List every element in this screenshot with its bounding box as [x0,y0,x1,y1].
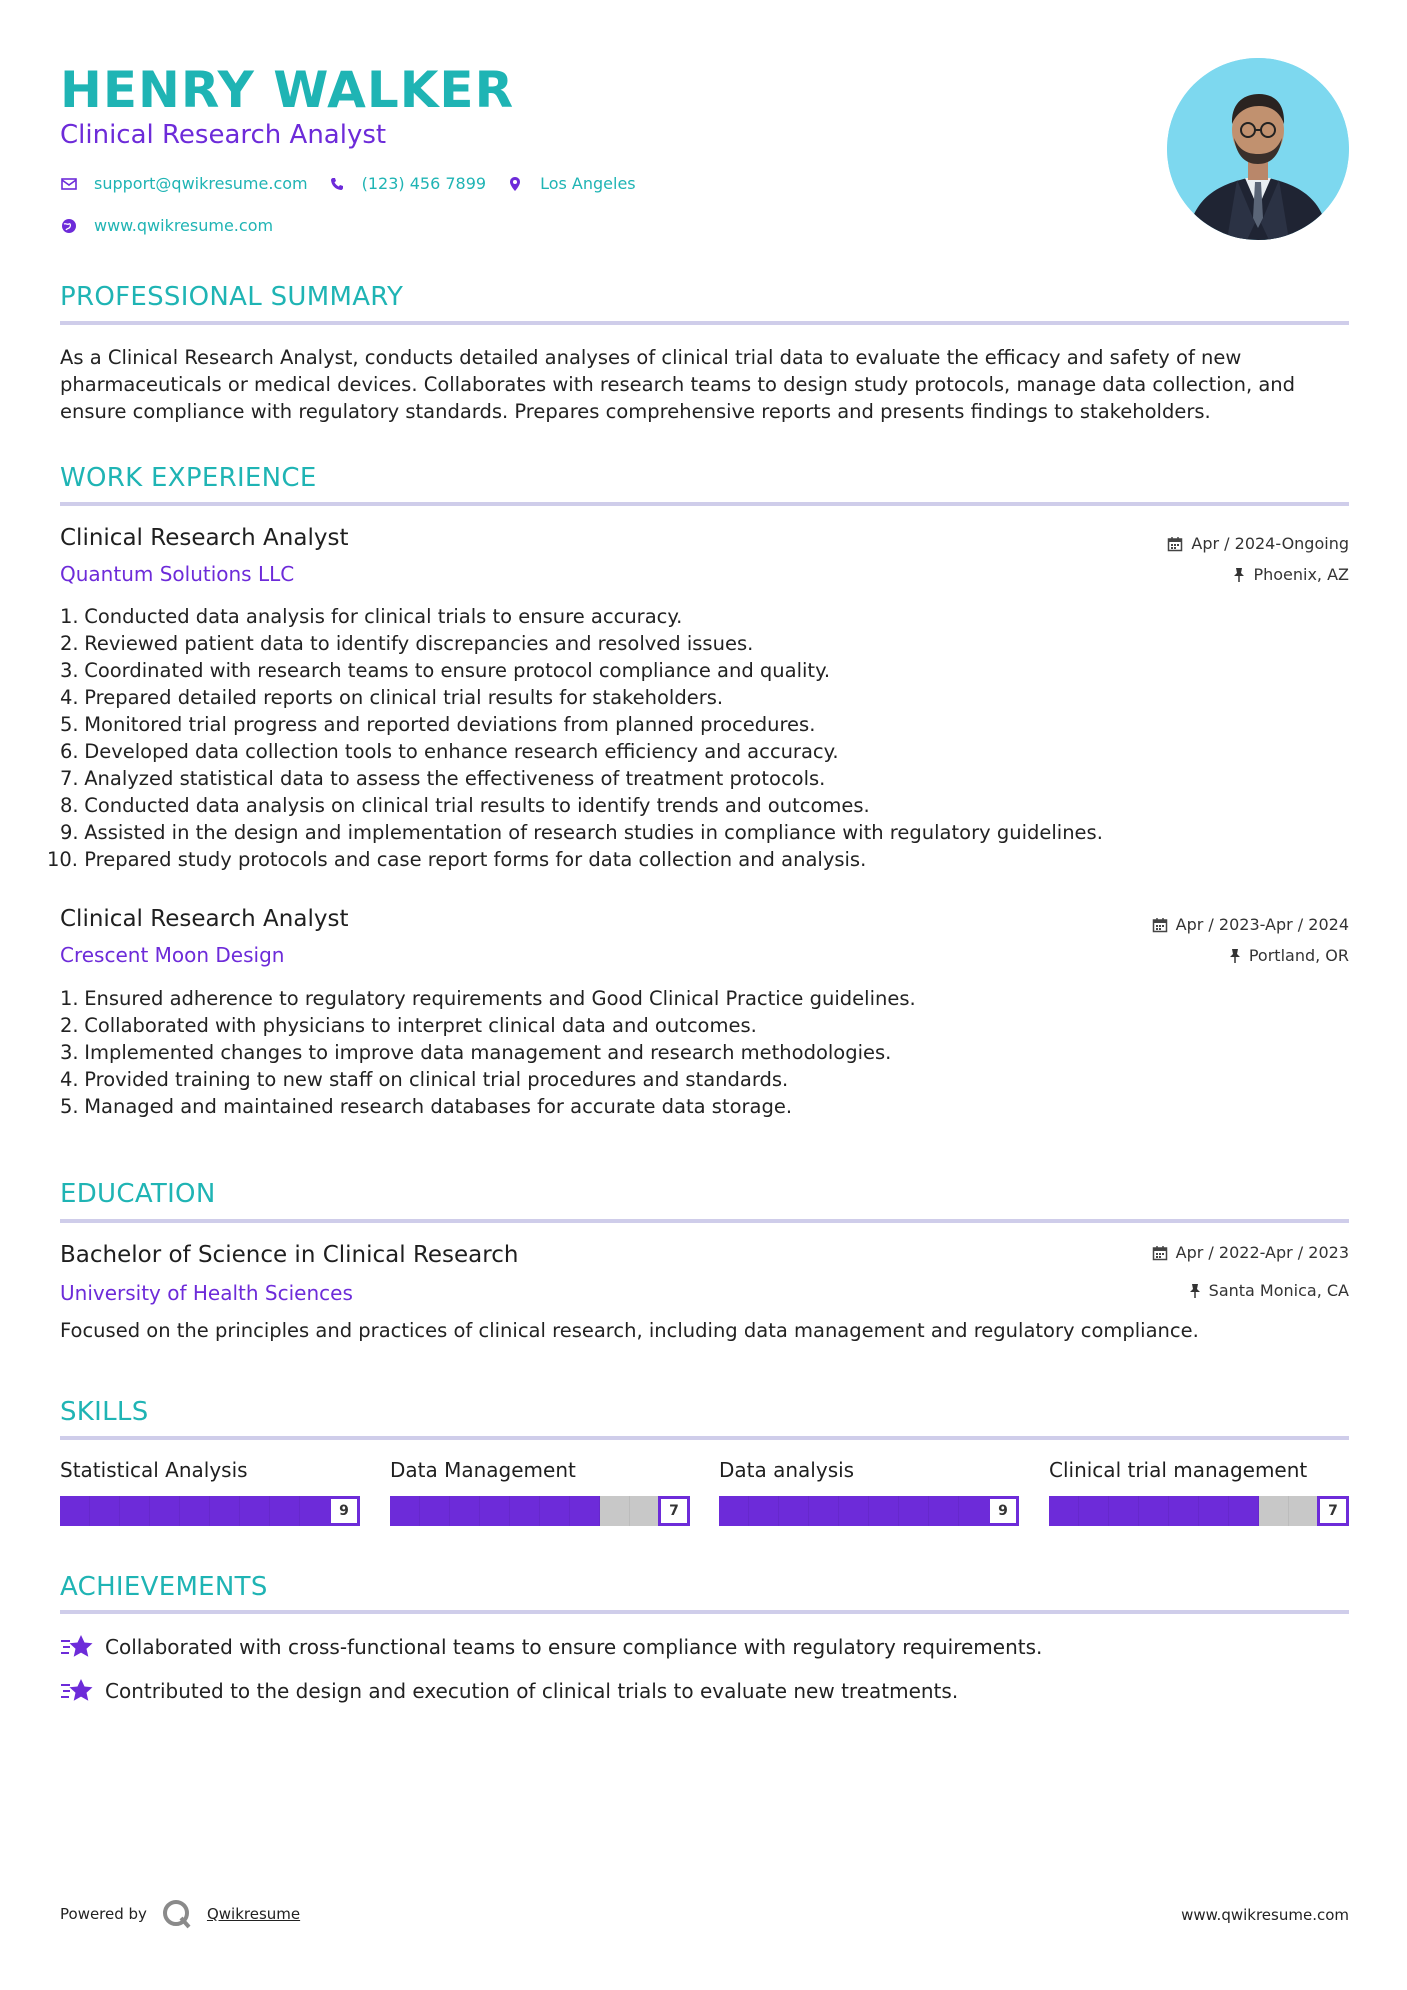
skill-score-badge: 7 [1317,1496,1349,1526]
education-dates [1152,1243,1349,1263]
job-dates [1167,534,1349,554]
list-item: 6. Developed data collection tools to enhance research efficiency and accuracy. [60,740,839,763]
contact-row-2 [60,216,293,235]
education-dates-text: Apr / 2022-Apr / 2023 [1175,1243,1349,1262]
achievement-text: Contributed to the design and execution of clinical trials to evaluate new treatments. [105,1679,959,1703]
skill-level-segment [180,1496,210,1526]
section-heading-experience: WORK EXPERIENCE [60,463,317,493]
job-bullet-list [60,985,1349,1120]
skill-level-segment [1199,1496,1229,1526]
list-item: 5. Monitored trial progress and reported deviations from planned procedures. [60,713,816,736]
globe-icon [60,217,78,235]
skill-level-segment [1169,1496,1199,1526]
skill-level-segment [899,1496,929,1526]
star-achievement-icon [60,1676,94,1706]
section-heading-summary: PROFESSIONAL SUMMARY [60,282,404,312]
list-item: 1. Ensured adherence to regulatory requirements and Good Clinical Practice guidelines. [60,987,916,1010]
section-heading-achievements: ACHIEVEMENTS [60,1572,268,1602]
skill-level-segment [809,1496,839,1526]
skill-score-badge: 7 [658,1496,690,1526]
skill-level-segment [390,1496,420,1526]
skill-level-segment [839,1496,869,1526]
skill-level-segment [300,1496,330,1526]
list-item: 1. Conducted data analysis for clinical trials to ensure accuracy. [60,605,683,628]
achievement-item [60,1632,1042,1662]
education-description: Focused on the principles and practices of clinical research, including data management and regulatory compliance. [60,1319,1199,1342]
skill-name: Statistical Analysis [60,1458,248,1482]
list-item: 4. Prepared detailed reports on clinical trial results for stakeholders. [60,686,724,709]
skill-level-segment [450,1496,480,1526]
envelope-icon [60,175,78,193]
powered-by-label: Powered by [60,1905,147,1923]
section-divider [60,502,1349,506]
section-divider [60,1219,1349,1223]
skill-level-segment [1259,1496,1289,1526]
email-link[interactable]: support@qwikresume.com [94,174,308,193]
skill-level-segment [719,1496,749,1526]
website-link[interactable]: www.qwikresume.com [94,216,274,235]
job-title: Clinical Research Analyst [60,525,349,551]
resume-page [46,0,1349,1990]
education-location-text: Santa Monica, CA [1208,1281,1349,1300]
school-name: University of Health Sciences [60,1281,353,1305]
skill-level-segment [570,1496,600,1526]
skill-level-segment [630,1496,660,1526]
section-divider [60,1436,1349,1440]
calendar-icon [1152,917,1168,933]
list-item: 8. Conducted data analysis on clinical trial results to identify trends and outcomes. [60,794,870,817]
achievement-text: Collaborated with cross-functional teams to ensure compliance with regulatory requirements. [105,1635,1043,1659]
skill-item [390,1456,690,1519]
footer-powered-by [60,1898,300,1930]
skill-level-segment [749,1496,779,1526]
skill-level-bar [390,1496,690,1526]
list-item: 2. Reviewed patient data to identify discrepancies and resolved issues. [60,632,754,655]
list-item: 9. Assisted in the design and implementation of research studies in compliance with regulatory guidelines. [60,821,1103,844]
skill-item [60,1456,360,1519]
candidate-title: Clinical Research Analyst [60,120,387,150]
section-heading-education: EDUCATION [60,1179,216,1209]
phone-icon [328,175,346,193]
skill-level-segment [270,1496,300,1526]
list-item: 5. Managed and maintained research databases for accurate data storage. [60,1095,793,1118]
section-heading-skills: SKILLS [60,1397,149,1427]
list-item: 7. Analyzed statistical data to assess the effectiveness of treatment protocols. [60,767,826,790]
summary-text: As a Clinical Research Analyst, conducts detailed analyses of clinical trial data to evaluate the efficacy and safety of new pharmaceuticals or medical devices. Collaborates with research teams to design study protocols, manage data collection, and ensure compliance with regulatory standards. Prepares comprehensive reports and presents findings to stakeholders. [60,346,1296,423]
map-pin-icon [506,175,524,193]
skill-level-segment [929,1496,959,1526]
job-company: Quantum Solutions LLC [60,562,295,586]
phone-text: (123) 456 7899 [361,174,487,193]
achievement-item [60,1676,958,1706]
skill-level-segment [1109,1496,1139,1526]
job-location [1229,946,1349,966]
skill-level-segment [600,1496,630,1526]
skill-level-segment [1139,1496,1169,1526]
skill-score-badge: 9 [987,1496,1019,1526]
education-location [1189,1281,1349,1301]
skill-level-segment [959,1496,989,1526]
job-dates-text: Apr / 2024-Ongoing [1191,534,1349,553]
skill-level-segment [60,1496,90,1526]
qwikresume-logo-icon [161,1898,193,1930]
job-dates [1152,915,1349,935]
section-divider [60,321,1349,325]
list-item: 10. Prepared study protocols and case report forms for data collection and analysis. [46,848,867,871]
skill-name: Clinical trial management [1049,1458,1308,1482]
list-item: 3. Coordinated with research teams to ensure protocol compliance and quality. [60,659,831,682]
skill-level-segment [480,1496,510,1526]
pushpin-icon [1189,1283,1201,1299]
job-location-text: Phoenix, AZ [1253,565,1349,584]
job-dates-text: Apr / 2023-Apr / 2024 [1175,915,1349,934]
location-text: Los Angeles [540,174,636,193]
skill-level-segment [90,1496,120,1526]
skill-score-badge: 9 [328,1496,360,1526]
skill-level-segment [1229,1496,1259,1526]
list-item: 3. Implemented changes to improve data management and research methodologies. [60,1041,892,1064]
job-title: Clinical Research Analyst [60,906,349,932]
job-location-text: Portland, OR [1248,946,1349,965]
section-divider [60,1610,1349,1614]
skill-item [1049,1456,1349,1519]
skill-level-segment [240,1496,270,1526]
skill-level-segment [1079,1496,1109,1526]
skill-level-segment [420,1496,450,1526]
skill-level-segment [120,1496,150,1526]
skill-level-segment [510,1496,540,1526]
qwikresume-brand-link[interactable]: Qwikresume [206,1905,301,1923]
profile-photo [1167,58,1349,240]
skill-level-segment [540,1496,570,1526]
list-item: 4. Provided training to new staff on clinical trial procedures and standards. [60,1068,789,1091]
skill-level-segment [1049,1496,1079,1526]
candidate-name: HENRY WALKER [60,61,515,119]
list-item: 2. Collaborated with physicians to interpret clinical data and outcomes. [60,1014,757,1037]
contact-row-1 [60,174,656,193]
skill-name: Data Management [390,1458,576,1482]
skill-level-segment [869,1496,899,1526]
pushpin-icon [1233,567,1245,583]
pushpin-icon [1229,948,1241,964]
skill-level-bar [60,1496,360,1526]
job-company: Crescent Moon Design [60,943,285,967]
skill-level-segment [1289,1496,1319,1526]
degree-title: Bachelor of Science in Clinical Research [60,1242,519,1268]
star-achievement-icon [60,1632,94,1662]
job-bullet-list [46,603,1349,873]
skill-name: Data analysis [719,1458,855,1482]
job-location [1233,565,1349,585]
skill-level-segment [150,1496,180,1526]
skill-level-bar [719,1496,1019,1526]
skill-level-segment [210,1496,240,1526]
skill-item [719,1456,1019,1519]
skill-level-bar [1049,1496,1349,1526]
skill-level-segment [779,1496,809,1526]
calendar-icon [1152,1245,1168,1261]
footer-website-link[interactable]: www.qwikresume.com [1181,1906,1349,1924]
calendar-icon [1167,536,1183,552]
